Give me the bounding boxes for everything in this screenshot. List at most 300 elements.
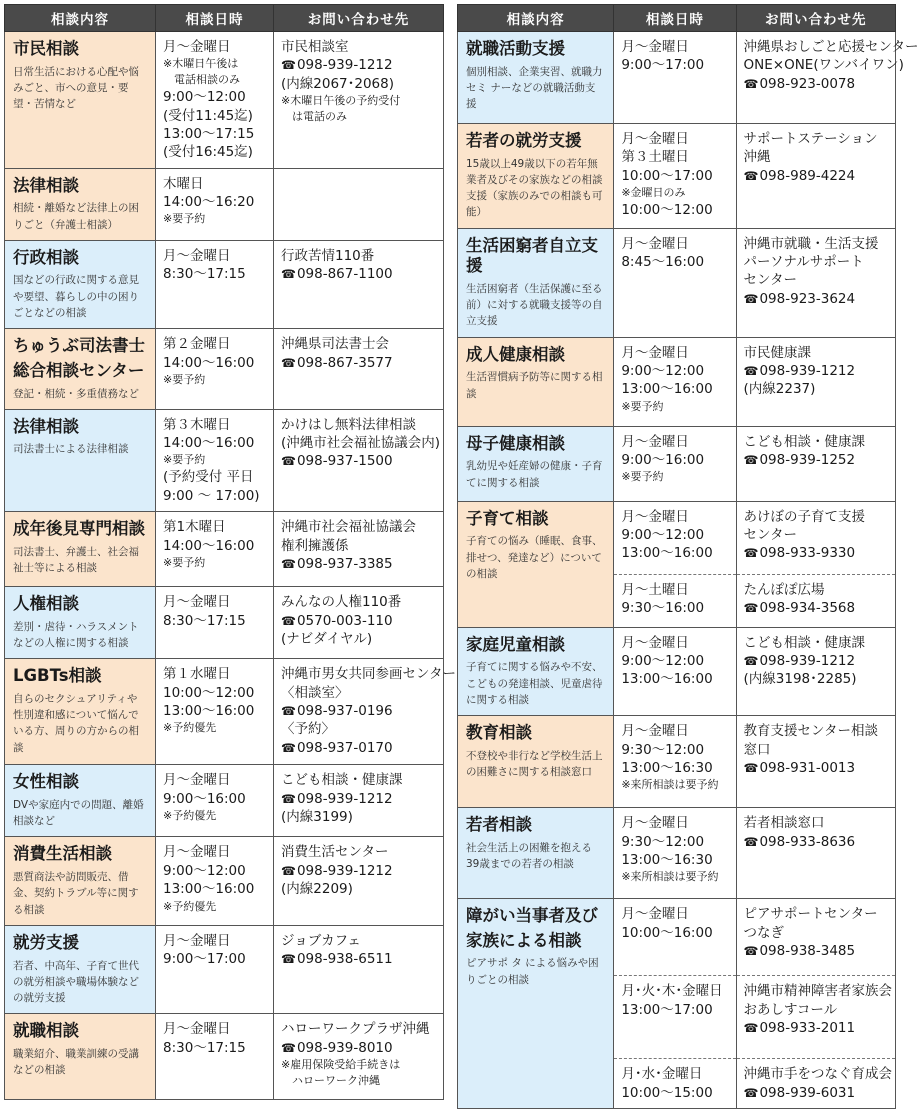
- category-cell: [5, 587, 156, 659]
- table-row: [5, 925, 444, 1013]
- schedule-line: 月～金曜日: [163, 772, 231, 789]
- contact-cell: [274, 512, 444, 587]
- phone-number[interactable]: [281, 702, 436, 720]
- schedule-line: 9:00～16:00: [163, 790, 246, 807]
- schedule-line: 10:00～12:00: [163, 684, 255, 701]
- category-description: 若者、中高年、子育て世代の就労相談や職場体験などの就労支援: [13, 959, 139, 1005]
- category-cell: [5, 168, 156, 240]
- contact-line: 沖縄県おしごと応援センター: [743, 39, 918, 55]
- schedule-line: 月～金曜日: [621, 634, 689, 651]
- schedule-line: 電話相談のみ: [163, 73, 240, 87]
- phone-digits[interactable]: 098-933-2011: [759, 1019, 856, 1036]
- phone-number[interactable]: [281, 950, 436, 968]
- contact-cell: [274, 587, 444, 659]
- contact-line: (ナビダイヤル): [281, 630, 373, 647]
- schedule-cell: [614, 337, 736, 426]
- contact-cell: [274, 240, 444, 328]
- phone-icon: ☎: [281, 1040, 296, 1055]
- schedule-cell: [614, 501, 736, 574]
- header-category: 相談内容: [5, 5, 156, 32]
- category-title: 家庭児童相談: [466, 634, 565, 654]
- category-cell: [5, 240, 156, 328]
- contact-cell: [736, 716, 895, 808]
- schedule-line: 月～金曜日: [163, 932, 231, 949]
- contact-line: (内線3199): [281, 809, 353, 826]
- contact-line: こども相談・健康課: [743, 634, 866, 651]
- phone-number[interactable]: [281, 790, 436, 808]
- contact-line: こども相談・健康課: [743, 433, 866, 450]
- schedule-cell: [614, 1059, 736, 1109]
- schedule-cell: [614, 228, 736, 337]
- category-cell: [458, 808, 614, 899]
- table-row: [5, 329, 444, 410]
- phone-digits[interactable]: 098-933-9330: [759, 545, 856, 562]
- category-title: 就労支援: [13, 932, 79, 952]
- phone-digits[interactable]: 098-939-1212: [296, 57, 393, 74]
- schedule-cell: [156, 765, 274, 837]
- contact-line: 〈予約〉: [281, 721, 335, 738]
- phone-digits[interactable]: 098-937-0170: [296, 739, 393, 756]
- phone-number[interactable]: [744, 942, 888, 960]
- schedule-line: 月～金曜日: [621, 906, 689, 923]
- schedule-line: 月～金曜日: [163, 844, 231, 861]
- contact-line: 教育支援センター相談: [743, 723, 878, 740]
- schedule-line: 9:00～12:00: [163, 89, 246, 106]
- phone-number[interactable]: [281, 612, 436, 630]
- category-cell: [5, 659, 156, 765]
- phone-icon: ☎: [743, 546, 759, 561]
- contact-line: ハローワークプラザ沖縄: [281, 1021, 430, 1038]
- contact-cell: [274, 765, 444, 837]
- contact-line: (内線2209): [281, 881, 353, 898]
- schedule-line: 月～金曜日: [621, 723, 689, 740]
- category-cell: [458, 627, 614, 715]
- category-cell: [458, 228, 614, 337]
- phone-digits[interactable]: 098-934-3568: [759, 600, 856, 617]
- schedule-line: 8:30～17:15: [163, 1039, 246, 1056]
- phone-digits[interactable]: 098-938-6511: [296, 951, 393, 968]
- phone-icon: ☎: [281, 454, 296, 469]
- category-description: 職業紹介、職業訓練の受講などの相談: [13, 1047, 139, 1077]
- category-description: DVや家庭内での問題、離婚相談など: [13, 798, 144, 828]
- schedule-line: 第３木曜日: [163, 416, 231, 433]
- contact-line: 〈相談室〉: [281, 684, 349, 701]
- category-description: 子育ての悩み（睡眠、食事、排せつ、発達など）についての相談: [466, 535, 603, 580]
- schedule-line: ※予約優先: [163, 721, 217, 735]
- category-title: 行政相談: [13, 247, 79, 267]
- schedule-line: 9:00～12:00: [621, 653, 705, 670]
- table-row: [5, 587, 444, 659]
- schedule-line: (受付16:45迄): [163, 144, 253, 161]
- schedule-cell: [614, 627, 736, 715]
- schedule-cell: [156, 1014, 274, 1100]
- phone-digits[interactable]: 098-989-4224: [759, 167, 856, 184]
- contact-cell: [736, 501, 895, 574]
- phone-number[interactable]: [281, 555, 436, 573]
- contact-line: こども相談・健康課: [281, 772, 403, 789]
- category-title: 市民相談: [13, 39, 79, 58]
- phone-number[interactable]: [281, 56, 436, 74]
- schedule-line: ※来所相談は要予約: [621, 870, 719, 884]
- category-description: 子育てに関する悩みや不安、こどもの発達相談、児童虐待に関する相談: [466, 661, 603, 706]
- category-cell: [5, 837, 156, 925]
- schedule-line: ※金曜日のみ: [621, 186, 686, 200]
- contact-line: ONE×ONE(ワンバイワン): [743, 57, 904, 74]
- phone-digits[interactable]: 098-939-1212: [296, 790, 393, 807]
- phone-icon: ☎: [281, 613, 296, 628]
- phone-icon: ☎: [743, 453, 759, 468]
- category-cell: [5, 925, 156, 1013]
- table-row: [5, 32, 444, 169]
- contact-line: 権利擁護係: [281, 537, 349, 554]
- contact-cell: [274, 409, 444, 511]
- contact-line: 沖縄市手をつなぐ育成会: [743, 1066, 893, 1083]
- category-cell: [5, 1014, 156, 1100]
- schedule-line: 月～金曜日: [621, 39, 689, 55]
- schedule-line: 10:00～16:00: [621, 924, 713, 941]
- phone-number[interactable]: [744, 759, 888, 777]
- category-description: 悪質商法や訪問販売、借金、契約トラブル等に関する相談: [13, 871, 139, 916]
- schedule-line: ※要予約: [163, 212, 206, 226]
- phone-number[interactable]: [744, 75, 888, 93]
- phone-number[interactable]: [744, 544, 888, 562]
- category-description: 自らのセクシュアリティや性別違和感について悩んでいる方、周りの方からの相談: [13, 692, 139, 754]
- phone-digits[interactable]: 098-867-1100: [296, 266, 393, 283]
- category-cell: [5, 409, 156, 511]
- category-description: 国などの行政に関する意見や要望、暮らしの中の困りごとなどの相談: [13, 274, 139, 319]
- schedule-line: ※木曜日午後は: [163, 57, 239, 71]
- schedule-line: 14:00～16:20: [163, 194, 255, 211]
- table-row: [458, 627, 896, 715]
- header-schedule: 相談日時: [156, 5, 274, 32]
- schedule-line: 14:00～16:00: [163, 435, 255, 452]
- schedule-cell: [156, 925, 274, 1013]
- category-cell: [458, 426, 614, 501]
- phone-icon: ☎: [281, 863, 296, 878]
- schedule-line: 9:00～16:00: [621, 452, 705, 469]
- phone-number[interactable]: [281, 739, 436, 757]
- phone-icon: ☎: [281, 355, 296, 370]
- category-description: 登記・相続・多重債務など: [13, 387, 139, 400]
- table-row: [458, 228, 896, 337]
- phone-number[interactable]: [744, 833, 888, 851]
- schedule-line: 9:30～12:00: [621, 833, 705, 850]
- schedule-line: ※要予約: [163, 555, 206, 569]
- phone-number[interactable]: [281, 1039, 436, 1057]
- phone-number[interactable]: [281, 452, 436, 470]
- phone-digits[interactable]: 098-939-1252: [759, 452, 856, 469]
- category-title: 家族による相談: [466, 930, 582, 950]
- phone-digits[interactable]: 098-867-3577: [296, 354, 393, 371]
- category-title: 女性相談: [13, 772, 79, 792]
- contact-line: みんなの人権110番: [281, 594, 402, 611]
- phone-digits[interactable]: 098-933-8636: [759, 833, 856, 850]
- schedule-cell: [156, 512, 274, 587]
- consultation-table-left: [4, 4, 456, 1100]
- schedule-line: 月･火･木･金曜日: [621, 983, 723, 1000]
- contact-line: おあしすコール: [743, 1001, 838, 1018]
- schedule-line: ※予約優先: [163, 899, 217, 913]
- category-title: 成年後見専門相談: [13, 519, 145, 539]
- phone-digits[interactable]: 098-939-1212: [759, 363, 856, 380]
- contact-cell: [274, 659, 456, 765]
- category-title: 母子健康相談: [466, 433, 565, 453]
- schedule-cell: [156, 587, 274, 659]
- schedule-line: 第1木曜日: [163, 519, 226, 536]
- category-description: 日常生活における心配や悩みごと、市への意見・要望・苦情など: [13, 65, 139, 111]
- schedule-line: 第３土曜日: [621, 149, 689, 166]
- contact-cell: [736, 228, 895, 337]
- schedule-line: (予約受付 平日: [163, 469, 254, 486]
- phone-number[interactable]: [281, 265, 436, 283]
- phone-number[interactable]: [744, 652, 888, 670]
- category-title: 成人健康相談: [466, 344, 565, 364]
- contact-line: つなぎ: [743, 924, 785, 941]
- schedule-cell: [614, 808, 736, 899]
- phone-number[interactable]: [744, 167, 888, 185]
- schedule-cell: [614, 32, 736, 124]
- contact-line: あけぼの子育て支援: [743, 508, 866, 525]
- schedule-line: 13:00～16:00: [621, 545, 713, 562]
- contact-line: サポートステーション: [743, 131, 878, 147]
- phone-digits[interactable]: 098-939-8010: [296, 1039, 393, 1056]
- category-description: 社会生活上の困難を抱える39歳までの若者の相談: [466, 841, 592, 871]
- schedule-cell: [614, 574, 736, 627]
- schedule-line: 第２金曜日: [163, 336, 231, 353]
- category-title: 就職活動支援: [466, 39, 565, 58]
- phone-icon: ☎: [743, 834, 759, 849]
- phone-digits[interactable]: 098-931-0013: [759, 759, 856, 776]
- schedule-cell: [156, 329, 274, 410]
- category-cell: [458, 716, 614, 808]
- consultation-table-right: [457, 4, 918, 1109]
- category-cell: [458, 124, 614, 229]
- contact-line: 沖縄市社会福祉協議会: [281, 519, 416, 536]
- schedule-line: 9:00～17:00: [163, 951, 246, 968]
- schedule-line: 9:30～16:00: [621, 600, 705, 617]
- phone-icon: ☎: [743, 168, 759, 183]
- schedule-line: 9:00～12:00: [621, 363, 705, 380]
- contact-line: 沖縄: [743, 149, 771, 166]
- category-description: 司法書士、弁護士、社会福祉士等による相談: [13, 545, 139, 575]
- contact-line: パーソナルサポート: [743, 254, 864, 271]
- phone-icon: ☎: [743, 943, 759, 958]
- contact-line: 沖縄市精神障害者家族会: [743, 983, 893, 1000]
- schedule-line: 13:00～16:00: [621, 671, 713, 688]
- contact-line: ジョブカフェ: [281, 932, 361, 949]
- category-cell: [5, 32, 156, 169]
- phone-digits[interactable]: 098-939-6031: [759, 1084, 856, 1101]
- schedule-cell: [156, 168, 274, 240]
- schedule-line: 月～金曜日: [163, 39, 231, 55]
- contact-line: ※木曜日午後の予約受付: [281, 94, 401, 108]
- schedule-line: 8:30～17:15: [163, 266, 246, 283]
- schedule-line: 10:00～17:00: [621, 167, 713, 184]
- phone-number[interactable]: [744, 599, 888, 617]
- schedule-line: 13:00～16:30: [621, 759, 713, 776]
- phone-digits[interactable]: 098-923-0078: [759, 75, 856, 92]
- phone-number[interactable]: [744, 1084, 888, 1102]
- category-description: 司法書士による法律相談: [13, 443, 129, 456]
- phone-number[interactable]: [744, 362, 888, 380]
- category-description: 個別相談、企業実習、就職力セミ ナーなどの就職活動支援: [466, 65, 603, 111]
- phone-digits[interactable]: 098-939-1212: [759, 653, 856, 670]
- contact-cell: [736, 426, 895, 501]
- category-title: 障がい当事者及び: [466, 906, 598, 926]
- phone-icon: ☎: [743, 76, 759, 91]
- category-title: 人権相談: [13, 594, 79, 614]
- table-header-row: [458, 5, 896, 32]
- schedule-line: 月～金曜日: [621, 433, 689, 450]
- schedule-line: 月～金曜日: [163, 247, 231, 264]
- phone-number[interactable]: [744, 1019, 888, 1037]
- schedule-cell: [156, 659, 274, 765]
- category-description: 差別・虐待・ハラスメントなどの人権に関する相談: [13, 620, 139, 650]
- table-row: [5, 659, 444, 765]
- schedule-line: 10:00～15:00: [621, 1084, 713, 1101]
- contact-line: (内線2067･2068): [281, 75, 394, 92]
- table-row: [458, 426, 896, 501]
- schedule-line: 9:00～12:00: [163, 862, 246, 879]
- contact-cell: [736, 124, 895, 229]
- contact-line: ※雇用保険受給手続きは: [281, 1058, 401, 1072]
- schedule-line: 13:00～16:00: [621, 381, 713, 398]
- phone-icon: ☎: [281, 740, 296, 755]
- header-contact: お問い合わせ先: [736, 5, 895, 32]
- phone-icon: ☎: [281, 952, 296, 967]
- header-schedule: 相談日時: [614, 5, 736, 32]
- table-row: [5, 168, 444, 240]
- category-title: ちゅうぶ司法書士: [13, 336, 145, 356]
- schedule-line: ※要予約: [621, 399, 664, 413]
- table-row: [458, 32, 896, 124]
- phone-icon: ☎: [743, 760, 759, 775]
- category-title: 教育相談: [466, 723, 532, 743]
- schedule-line: 月･水･金曜日: [621, 1066, 703, 1083]
- contact-line: 市民健康課: [743, 344, 812, 361]
- schedule-line: (受付11:45迄): [163, 107, 253, 124]
- schedule-line: 13:00～16:30: [621, 851, 713, 868]
- phone-digits[interactable]: 098-937-0196: [296, 703, 393, 720]
- contact-cell: [736, 627, 895, 715]
- header-category: 相談内容: [458, 5, 614, 32]
- schedule-line: 8:45～16:00: [621, 254, 705, 271]
- contact-cell: [274, 1014, 444, 1100]
- schedule-line: 14:00～16:00: [163, 354, 255, 371]
- table-row: [458, 899, 896, 976]
- schedule-line: 木曜日: [163, 175, 204, 192]
- contact-cell: [274, 925, 444, 1013]
- contact-line: ピアサポートセンター: [743, 906, 878, 923]
- contact-cell: [736, 32, 918, 124]
- phone-number[interactable]: [281, 862, 436, 880]
- schedule-line: 月～土曜日: [621, 581, 689, 598]
- category-cell: [458, 32, 614, 124]
- contact-cell: [736, 1059, 895, 1109]
- schedule-line: 9:00～17:00: [621, 57, 705, 74]
- schedule-line: 月～金曜日: [163, 594, 231, 611]
- contact-line: 沖縄市就職・生活支援: [743, 235, 879, 252]
- schedule-line: 9:00 ～ 17:00): [163, 487, 260, 504]
- contact-line: 行政苦情110番: [281, 247, 375, 264]
- contact-line: かけはし無料法律相談: [281, 416, 416, 433]
- schedule-cell: [156, 837, 274, 925]
- category-description: 生活習慣病予防等に関する相談: [466, 371, 603, 400]
- schedule-line: 13:00～16:00: [163, 703, 255, 720]
- phone-digits[interactable]: 098-937-3385: [296, 555, 393, 572]
- phone-icon: ☎: [743, 601, 759, 616]
- schedule-line: 月～金曜日: [621, 131, 689, 147]
- schedule-cell: [614, 899, 736, 976]
- contact-cell: [274, 32, 444, 169]
- phone-icon: ☎: [743, 654, 759, 669]
- phone-digits[interactable]: 098-923-3624: [759, 290, 856, 307]
- schedule-line: 月～金曜日: [621, 344, 689, 361]
- category-description: 相続・離婚など法律上の困りごと（弁護士相談）: [13, 202, 139, 231]
- contact-cell: [736, 337, 895, 426]
- phone-digits[interactable]: 098-939-1212: [296, 862, 393, 879]
- schedule-line: 10:00～12:00: [621, 202, 713, 219]
- phone-digits[interactable]: 0570-003-110: [296, 612, 393, 629]
- contact-line: 沖縄市男女共同参画センター: [281, 666, 456, 683]
- phone-number[interactable]: [744, 290, 888, 308]
- schedule-line: ※要予約: [163, 372, 206, 386]
- category-title: LGBTs相談: [13, 666, 102, 686]
- contact-line: 窓口: [743, 741, 771, 758]
- schedule-line: 月～金曜日: [621, 235, 689, 252]
- category-cell: [5, 765, 156, 837]
- contact-cell: [274, 329, 444, 410]
- contact-line: センター: [743, 272, 797, 289]
- schedule-line: 9:30～12:00: [621, 741, 705, 758]
- table-row: [458, 808, 896, 899]
- schedule-cell: [156, 409, 274, 511]
- contact-cell: [736, 808, 895, 899]
- schedule-cell: [156, 240, 274, 328]
- category-cell: [458, 337, 614, 426]
- phone-icon: ☎: [281, 791, 296, 806]
- category-title: 総合相談センター: [13, 360, 145, 380]
- phone-digits[interactable]: 098-938-3485: [759, 942, 856, 959]
- category-description: 生活困窮者（生活保護に至る前）に対する就職支援等の自立支援: [466, 282, 603, 328]
- schedule-line: ※要予約: [621, 470, 664, 484]
- contact-cell: [736, 899, 895, 976]
- phone-icon: ☎: [743, 291, 759, 306]
- schedule-cell: [614, 716, 736, 808]
- schedule-cell: [614, 124, 736, 229]
- phone-icon: ☎: [743, 1020, 759, 1035]
- phone-number[interactable]: [744, 451, 888, 469]
- schedule-cell: [614, 426, 736, 501]
- contact-line: ハローワーク沖縄: [281, 1073, 380, 1087]
- schedule-line: 13:00～17:00: [621, 1001, 713, 1018]
- schedule-line: 13:00～16:00: [163, 881, 255, 898]
- schedule-line: 月～金曜日: [621, 815, 689, 832]
- table-row: [5, 837, 444, 925]
- schedule-line: ※来所相談は要予約: [621, 778, 719, 792]
- phone-digits[interactable]: 098-937-1500: [296, 453, 393, 470]
- phone-number[interactable]: [281, 354, 436, 372]
- phone-icon: ☎: [743, 364, 759, 379]
- category-title: 若者の就労支援: [466, 131, 582, 150]
- schedule-line: ※予約優先: [163, 809, 217, 823]
- category-title: 生活困窮者自立支援: [466, 235, 598, 276]
- schedule-line: ※要予約: [163, 453, 206, 467]
- category-cell: [5, 329, 156, 410]
- table-row: [5, 409, 444, 511]
- schedule-line: 第１水曜日: [163, 666, 231, 683]
- contact-cell: [736, 976, 895, 1059]
